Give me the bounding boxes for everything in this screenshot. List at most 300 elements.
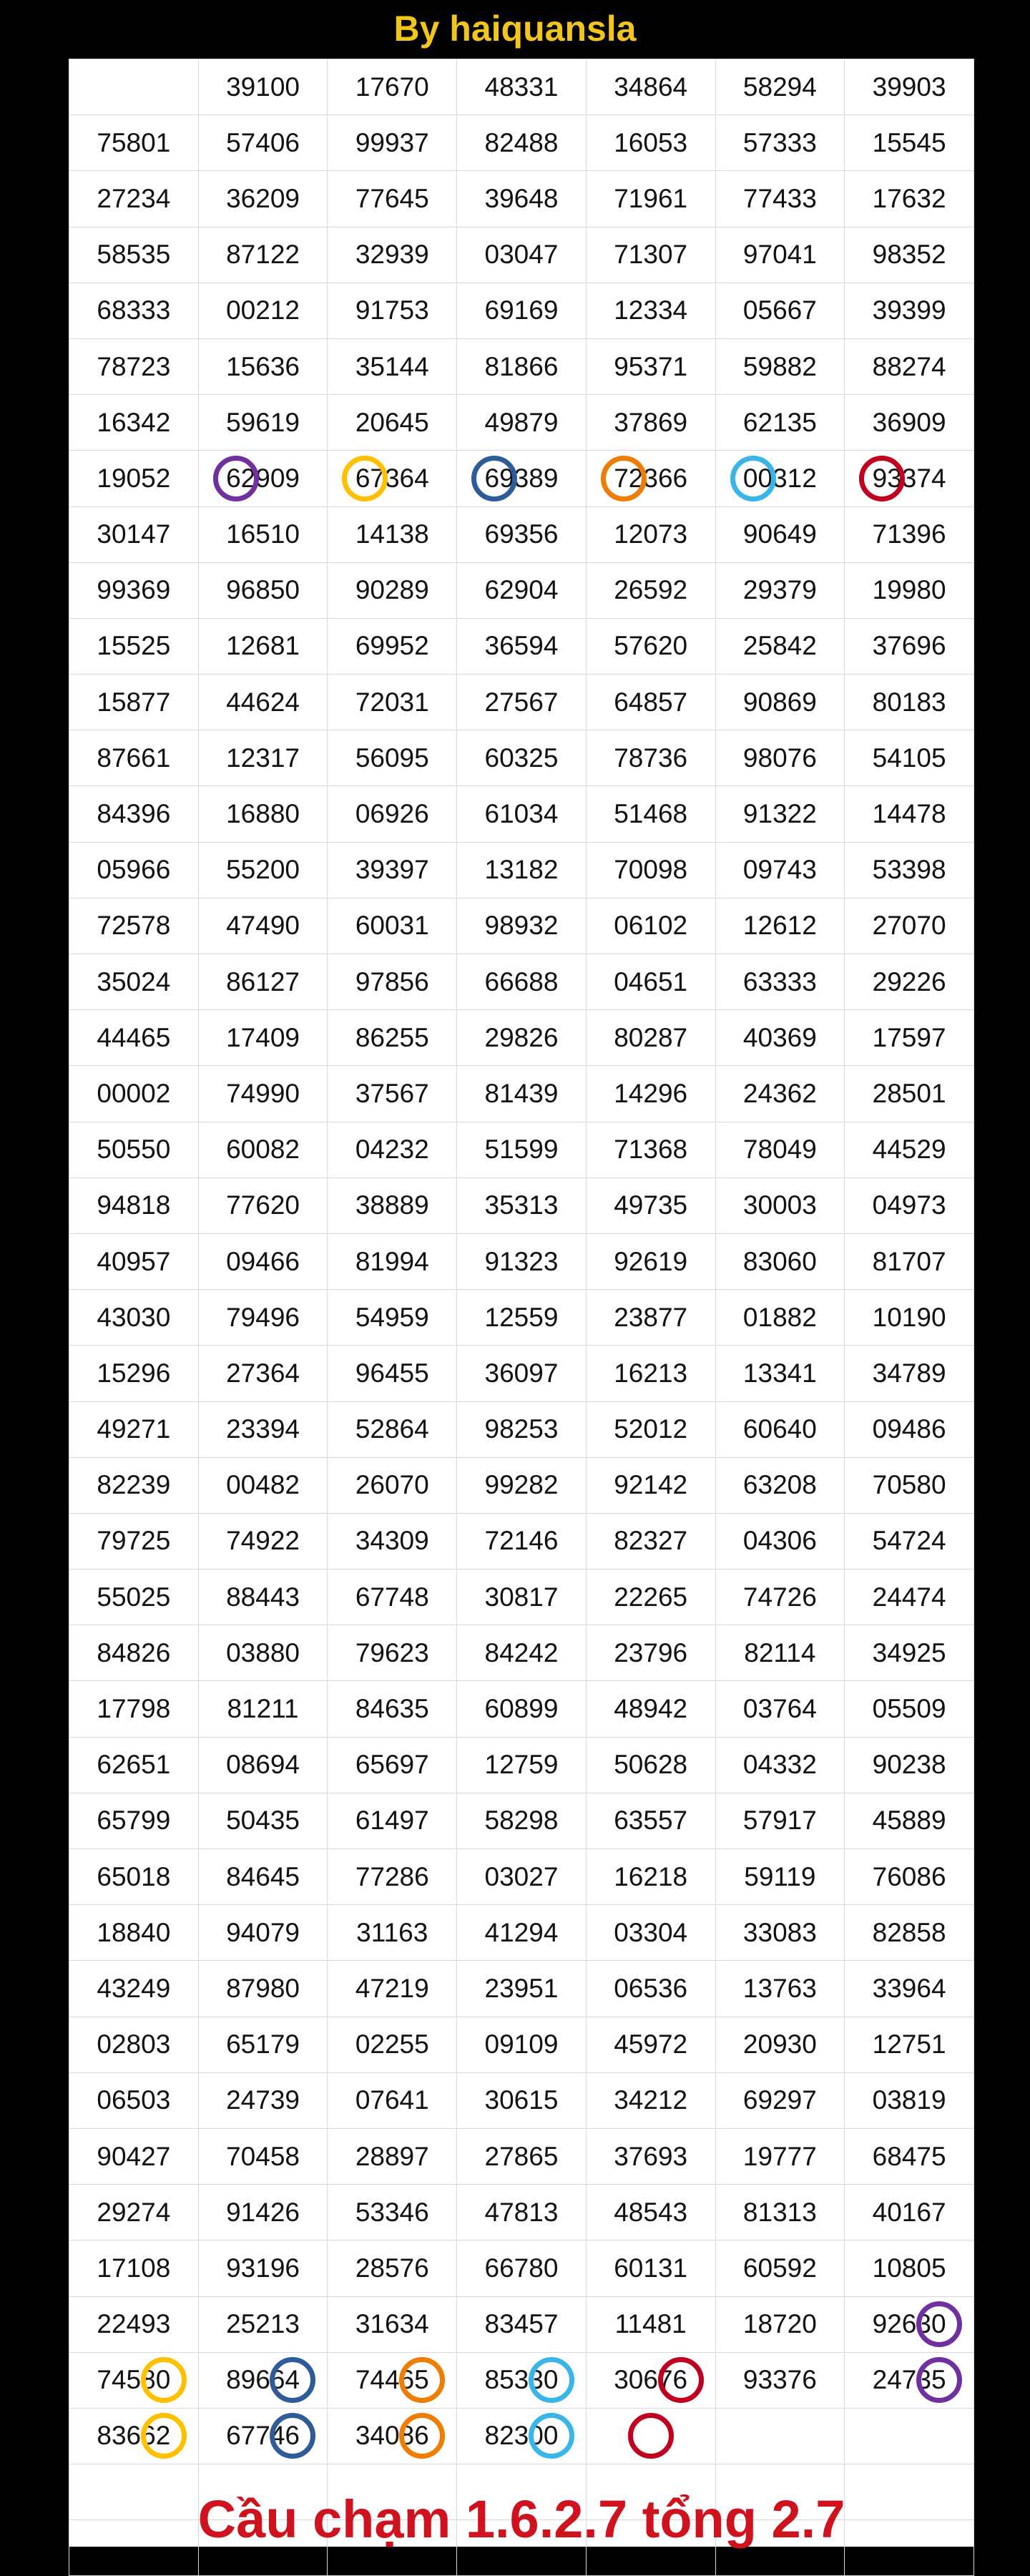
table-cell: 82488 (457, 115, 587, 171)
table-cell: 39399 (845, 283, 974, 338)
table-cell: 33083 (715, 1905, 845, 1961)
table-row (69, 2352, 974, 2408)
table-cell: 74580 (69, 2352, 199, 2408)
table-cell: 82114 (715, 1625, 845, 1681)
table-cell: 60899 (457, 1681, 587, 1737)
table-cell: 54724 (845, 1513, 974, 1569)
table-row (69, 1346, 974, 1401)
table-cell: 97041 (715, 227, 845, 283)
table-cell: 40167 (845, 2185, 974, 2240)
table-cell: 72366 (586, 451, 715, 506)
table-cell: 52012 (586, 1401, 715, 1457)
table-cell: 00212 (198, 283, 328, 338)
table-cell: 56095 (328, 730, 457, 786)
table-cell: 93196 (198, 2240, 328, 2296)
table-cell: 80287 (586, 1010, 715, 1066)
highlight-ring-icon (601, 456, 647, 501)
table-cell: 81439 (457, 1066, 587, 1122)
table-cell: 98352 (845, 227, 974, 283)
table-cell: 35313 (457, 1177, 587, 1233)
table-cell: 05966 (69, 842, 199, 898)
table-cell: 62651 (69, 1737, 199, 1793)
table-cell: 94079 (198, 1905, 328, 1961)
header-title: By haiquansla (393, 9, 637, 49)
table-cell: 96455 (328, 1346, 457, 1401)
table-cell: 88443 (198, 1569, 328, 1625)
highlight-ring-icon (916, 2301, 962, 2347)
table-cell: 05509 (845, 1681, 974, 1737)
table-cell: 12751 (845, 2017, 974, 2072)
table-cell: 06102 (586, 898, 715, 954)
table-cell: 17798 (69, 1681, 199, 1737)
table-cell: 69389 (457, 451, 587, 506)
table-cell: 47813 (457, 2185, 587, 2240)
table-cell: 25842 (715, 618, 845, 674)
table-cell: 48942 (586, 1681, 715, 1737)
table-cell: 33964 (845, 1961, 974, 2017)
table-cell: 85330 (457, 2352, 587, 2408)
table-row (69, 1793, 974, 1848)
table-cell: 53398 (845, 842, 974, 898)
table-cell: 27070 (845, 898, 974, 954)
table-cell: 17108 (69, 2240, 199, 2296)
table-cell: 54105 (845, 730, 974, 786)
table-cell: 82239 (69, 1457, 199, 1513)
table-cell: 60131 (586, 2240, 715, 2296)
table-row (69, 1010, 974, 1066)
table-cell: 24362 (715, 1066, 845, 1122)
table-cell: 50628 (586, 1737, 715, 1793)
table-cell: 23877 (586, 1290, 715, 1346)
table-cell: 29274 (69, 2185, 199, 2240)
table-cell: 81866 (457, 338, 587, 394)
table-cell: 32939 (328, 227, 457, 283)
highlight-ring-icon (658, 2357, 704, 2403)
table-row (69, 675, 974, 730)
table-cell: 74990 (198, 1066, 328, 1122)
table-cell: 25213 (198, 2296, 328, 2352)
table-cell: 10805 (845, 2240, 974, 2296)
table-cell: 72031 (328, 675, 457, 730)
table-cell: 40369 (715, 1010, 845, 1066)
table-cell: 07641 (328, 2072, 457, 2128)
table-cell: 30615 (457, 2072, 587, 2128)
table-cell: 17670 (328, 59, 457, 115)
table-row (69, 115, 974, 171)
table-cell: 37567 (328, 1066, 457, 1122)
table-row (69, 1290, 974, 1346)
table-cell: 00002 (69, 1066, 199, 1122)
table-row (69, 2240, 974, 2296)
table-cell: 90289 (328, 562, 457, 618)
table-cell: 49879 (457, 395, 587, 451)
table-cell: 16510 (198, 506, 328, 562)
table-row (69, 898, 974, 954)
table-cell: 86127 (198, 954, 328, 1010)
highlight-ring-icon (730, 456, 776, 501)
table-cell: 68333 (69, 283, 199, 338)
table-cell: 16213 (586, 1346, 715, 1401)
table-cell: 57333 (715, 115, 845, 171)
table-cell: 83457 (457, 2296, 587, 2352)
table-cell: 79496 (198, 1290, 328, 1346)
highlight-ring-icon (270, 2357, 315, 2403)
results-table-body (69, 59, 974, 2576)
table-cell: 90649 (715, 506, 845, 562)
table-cell: 31163 (328, 1905, 457, 1961)
table-row (69, 1569, 974, 1625)
table-row (69, 1401, 974, 1457)
table-row (69, 506, 974, 562)
table-row (69, 1849, 974, 1905)
table-cell: 74726 (715, 1569, 845, 1625)
table-cell: 74465 (328, 2352, 457, 2408)
table-cell: 37693 (586, 2128, 715, 2184)
table-cell: 12612 (715, 898, 845, 954)
table-cell: 47219 (328, 1961, 457, 2017)
table-cell: 30147 (69, 506, 199, 562)
table-cell: 26070 (328, 1457, 457, 1513)
table-cell: 90238 (845, 1737, 974, 1793)
table-cell: 03819 (845, 2072, 974, 2128)
table-cell: 83662 (69, 2408, 199, 2464)
table-cell: 39903 (845, 59, 974, 115)
table-cell: 38889 (328, 1177, 457, 1233)
table-cell: 04232 (328, 1122, 457, 1177)
results-table (69, 59, 974, 2576)
table-cell: 54959 (328, 1290, 457, 1346)
table-cell: 39648 (457, 171, 587, 227)
table-row (69, 730, 974, 786)
table-cell: 60325 (457, 730, 587, 786)
table-cell: 71961 (586, 171, 715, 227)
table-cell: 65179 (198, 2017, 328, 2072)
table-cell: 63208 (715, 1457, 845, 1513)
table-cell: 60640 (715, 1401, 845, 1457)
table-cell: 01882 (715, 1290, 845, 1346)
table-cell: 04973 (845, 1177, 974, 1233)
table-cell: 00482 (198, 1457, 328, 1513)
table-cell: 43249 (69, 1961, 199, 2017)
table-cell: 69169 (457, 283, 587, 338)
table-cell: 12559 (457, 1290, 587, 1346)
table-cell: 12759 (457, 1737, 587, 1793)
table-cell (715, 2408, 845, 2464)
table-cell: 77433 (715, 171, 845, 227)
table-cell: 87980 (198, 1961, 328, 2017)
table-cell: 67746 (198, 2408, 328, 2464)
highlight-ring-icon (916, 2357, 962, 2403)
table-cell: 81994 (328, 1233, 457, 1289)
table-cell: 67364 (328, 451, 457, 506)
table-row (69, 1122, 974, 1177)
table-cell: 66780 (457, 2240, 587, 2296)
footer-caption: Cầu chạm 1.6.2.7 tổng 2.7 (197, 2489, 845, 2549)
table-cell: 22265 (586, 1569, 715, 1625)
table-cell: 23394 (198, 1401, 328, 1457)
table-cell: 58294 (715, 59, 845, 115)
table-cell: 06503 (69, 2072, 199, 2128)
table-cell: 30676 (586, 2352, 715, 2408)
table-cell: 16342 (69, 395, 199, 451)
table-cell: 37696 (845, 618, 974, 674)
table-cell: 44529 (845, 1122, 974, 1177)
table-cell: 20645 (328, 395, 457, 451)
table-cell: 98253 (457, 1401, 587, 1457)
table-cell: 69297 (715, 2072, 845, 2128)
table-cell: 94818 (69, 1177, 199, 1233)
table-cell: 71396 (845, 506, 974, 562)
table-cell: 58535 (69, 227, 199, 283)
table-cell (69, 59, 199, 115)
table-cell: 39397 (328, 842, 457, 898)
table-cell: 14478 (845, 786, 974, 842)
table-cell: 89664 (198, 2352, 328, 2408)
table-cell: 99369 (69, 562, 199, 618)
table-cell: 02803 (69, 2017, 199, 2072)
table-cell: 70458 (198, 2128, 328, 2184)
table-cell: 78723 (69, 338, 199, 394)
table-cell: 68475 (845, 2128, 974, 2184)
table-row (69, 2072, 974, 2128)
table-cell: 74922 (198, 1513, 328, 1569)
table-cell: 13341 (715, 1346, 845, 1401)
table-cell: 36594 (457, 618, 587, 674)
table-cell: 15636 (198, 338, 328, 394)
table-cell: 23796 (586, 1625, 715, 1681)
table-cell: 78049 (715, 1122, 845, 1177)
table-cell: 27865 (457, 2128, 587, 2184)
table-row (69, 2408, 974, 2464)
highlight-ring-icon (471, 456, 517, 501)
table-cell: 60082 (198, 1122, 328, 1177)
table-cell: 82327 (586, 1513, 715, 1569)
table-cell: 99937 (328, 115, 457, 171)
table-cell: 71368 (586, 1122, 715, 1177)
table-cell: 06536 (586, 1961, 715, 2017)
table-cell: 28501 (845, 1066, 974, 1122)
table-row (69, 2017, 974, 2072)
highlight-ring-icon (342, 456, 388, 501)
table-cell: 65697 (328, 1737, 457, 1793)
table-cell: 62909 (198, 451, 328, 506)
table-cell: 09743 (715, 842, 845, 898)
table-cell: 23951 (457, 1961, 587, 2017)
table-row (69, 1177, 974, 1233)
table-cell: 44465 (69, 1010, 199, 1066)
table-cell: 13182 (457, 842, 587, 898)
table-cell: 26592 (586, 562, 715, 618)
table-cell: 34212 (586, 2072, 715, 2128)
table-row (69, 1066, 974, 1122)
table-cell: 69356 (457, 506, 587, 562)
highlight-ring-icon (529, 2413, 574, 2459)
table-cell: 43030 (69, 1290, 199, 1346)
table-cell: 96850 (198, 562, 328, 618)
table-cell: 28897 (328, 2128, 457, 2184)
table-cell: 48543 (586, 2185, 715, 2240)
table-cell: 75801 (69, 115, 199, 171)
table-cell: 27364 (198, 1346, 328, 1401)
table-cell: 95371 (586, 338, 715, 394)
table-cell: 24474 (845, 1569, 974, 1625)
table-cell: 34086 (328, 2408, 457, 2464)
table-cell: 98932 (457, 898, 587, 954)
table-cell: 08694 (198, 1737, 328, 1793)
table-cell: 17409 (198, 1010, 328, 1066)
table-cell: 61497 (328, 1793, 457, 1848)
table-cell: 36909 (845, 395, 974, 451)
table-cell: 29379 (715, 562, 845, 618)
table-row (69, 786, 974, 842)
table-cell: 03764 (715, 1681, 845, 1737)
table-cell: 61034 (457, 786, 587, 842)
table-cell: 77286 (328, 1849, 457, 1905)
table-cell: 22493 (69, 2296, 199, 2352)
table-cell: 90427 (69, 2128, 199, 2184)
table-cell: 97856 (328, 954, 457, 1010)
table-cell: 19980 (845, 562, 974, 618)
table-cell: 35144 (328, 338, 457, 394)
number-sheet (69, 59, 974, 2547)
table-cell: 91426 (198, 2185, 328, 2240)
table-cell: 99282 (457, 1457, 587, 1513)
table-cell: 30003 (715, 1177, 845, 1233)
table-cell: 45889 (845, 1793, 974, 1848)
table-cell: 15877 (69, 675, 199, 730)
table-cell: 12073 (586, 506, 715, 562)
highlight-ring-icon (859, 456, 905, 501)
table-row (69, 171, 974, 227)
table-row (69, 395, 974, 451)
table-cell: 24735 (845, 2352, 974, 2408)
table-cell: 59882 (715, 338, 845, 394)
table-cell: 58298 (457, 1793, 587, 1848)
table-row (69, 283, 974, 338)
table-cell: 91323 (457, 1233, 587, 1289)
table-row (69, 1961, 974, 2017)
table-cell: 03880 (198, 1625, 328, 1681)
table-row (69, 954, 974, 1010)
table-cell: 11481 (586, 2296, 715, 2352)
table-cell: 36209 (198, 171, 328, 227)
highlight-ring-icon (529, 2357, 574, 2403)
table-row (69, 1905, 974, 1961)
highlight-ring-icon (141, 2413, 187, 2459)
table-cell: 77620 (198, 1177, 328, 1233)
table-cell: 60031 (328, 898, 457, 954)
table-cell: 16053 (586, 115, 715, 171)
table-cell: 29226 (845, 954, 974, 1010)
table-cell: 51468 (586, 786, 715, 842)
table-cell (586, 2408, 715, 2464)
table-cell: 81313 (715, 2185, 845, 2240)
highlight-ring-icon (628, 2413, 674, 2459)
table-cell: 52864 (328, 1401, 457, 1457)
table-cell: 17597 (845, 1010, 974, 1066)
table-cell: 10190 (845, 1290, 974, 1346)
table-cell: 71307 (586, 227, 715, 283)
table-cell: 57917 (715, 1793, 845, 1848)
table-cell: 93376 (715, 2352, 845, 2408)
table-cell: 39100 (198, 59, 328, 115)
table-cell: 92630 (845, 2296, 974, 2352)
table-cell: 77645 (328, 171, 457, 227)
table-cell: 44624 (198, 675, 328, 730)
table-cell: 27567 (457, 675, 587, 730)
table-cell: 19052 (69, 451, 199, 506)
table-cell: 76086 (845, 1849, 974, 1905)
table-cell: 12334 (586, 283, 715, 338)
table-cell: 93374 (845, 451, 974, 506)
table-row (69, 1625, 974, 1681)
table-cell: 09486 (845, 1401, 974, 1457)
table-cell: 14138 (328, 506, 457, 562)
highlight-ring-icon (213, 456, 259, 501)
table-row (69, 2128, 974, 2184)
highlight-ring-icon (141, 2357, 187, 2403)
table-cell: 00312 (715, 451, 845, 506)
table-cell: 14296 (586, 1066, 715, 1122)
table-cell: 36097 (457, 1346, 587, 1401)
table-cell: 55025 (69, 1569, 199, 1625)
table-row (69, 1513, 974, 1569)
table-row (69, 227, 974, 283)
table-cell: 06926 (328, 786, 457, 842)
table-cell: 50550 (69, 1122, 199, 1177)
table-cell: 65799 (69, 1793, 199, 1848)
table-cell: 62904 (457, 562, 587, 618)
table-cell: 72578 (69, 898, 199, 954)
table-cell: 87661 (69, 730, 199, 786)
table-cell: 92142 (586, 1457, 715, 1513)
table-row (69, 451, 974, 506)
table-cell: 15296 (69, 1346, 199, 1401)
table-cell: 50435 (198, 1793, 328, 1848)
table-cell: 81707 (845, 1233, 974, 1289)
table-cell: 16218 (586, 1849, 715, 1905)
highlight-ring-icon (399, 2357, 445, 2403)
table-cell: 37869 (586, 395, 715, 451)
table-row (69, 338, 974, 394)
table-cell: 12681 (198, 618, 328, 674)
table-cell: 24739 (198, 2072, 328, 2128)
table-cell: 45972 (586, 2017, 715, 2072)
table-cell: 88274 (845, 338, 974, 394)
table-cell: 20930 (715, 2017, 845, 2072)
table-cell: 90869 (715, 675, 845, 730)
table-cell: 83060 (715, 1233, 845, 1289)
table-cell: 04332 (715, 1737, 845, 1793)
table-cell: 53346 (328, 2185, 457, 2240)
table-cell: 04306 (715, 1513, 845, 1569)
table-row (69, 1737, 974, 1793)
table-cell: 66688 (457, 954, 587, 1010)
table-cell: 82300 (457, 2408, 587, 2464)
table-row (69, 1457, 974, 1513)
table-cell: 34309 (328, 1513, 457, 1569)
table-cell: 31634 (328, 2296, 457, 2352)
table-cell: 34789 (845, 1346, 974, 1401)
table-cell: 87122 (198, 227, 328, 283)
table-cell: 60592 (715, 2240, 845, 2296)
table-cell: 48331 (457, 59, 587, 115)
highlight-ring-icon (399, 2413, 445, 2459)
table-cell: 84396 (69, 786, 199, 842)
table-cell: 72146 (457, 1513, 587, 1569)
table-cell: 49735 (586, 1177, 715, 1233)
table-cell: 57406 (198, 115, 328, 171)
